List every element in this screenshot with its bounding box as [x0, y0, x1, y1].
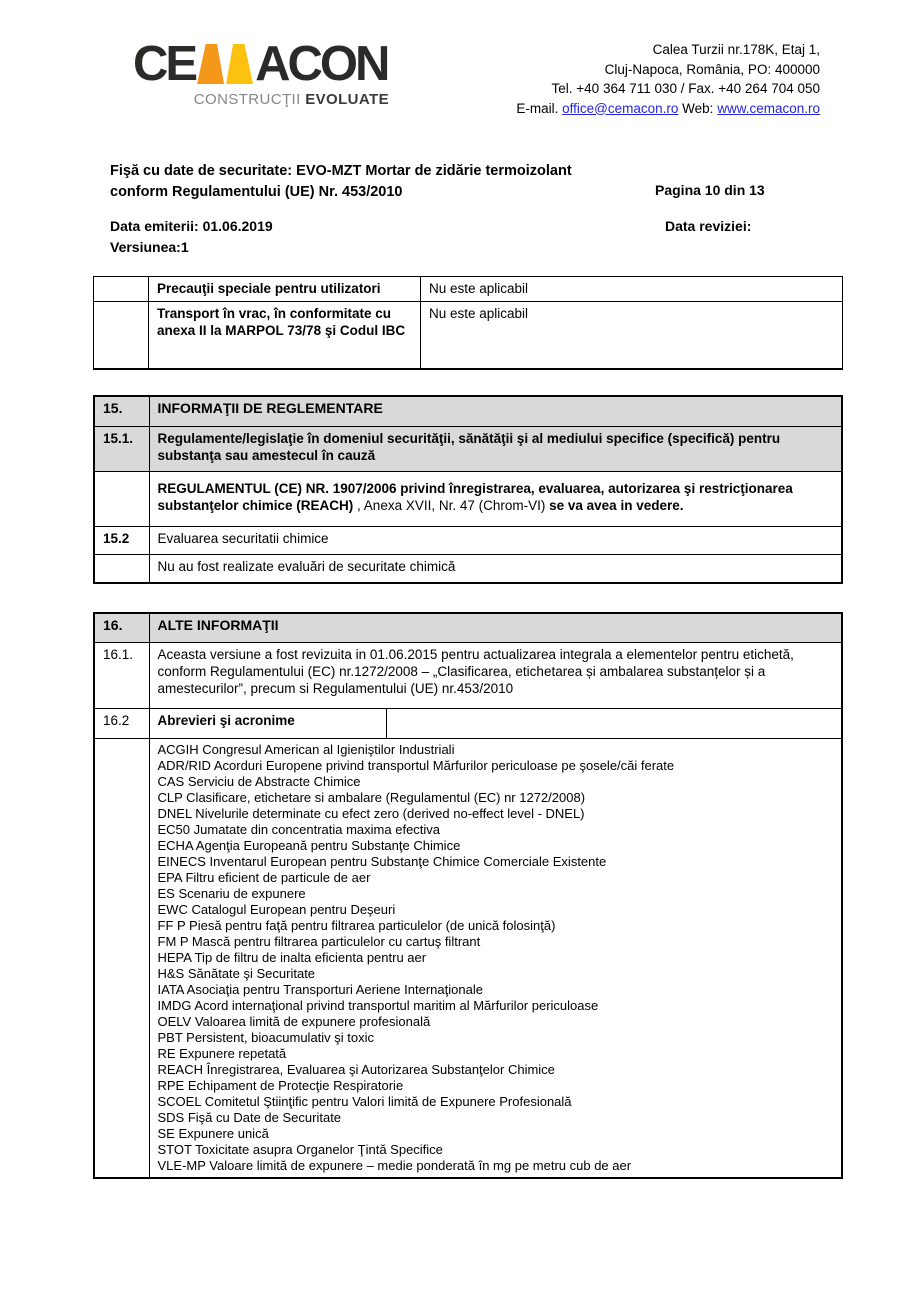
revision-note-text: Aceasta versiune a fost revizuita in 01.06.2015 pentru actualizarea integrala a elementelor pentru etichetă, conform Regulamentului (EC) nr.1272/2008 – „Clasificarea, etichetarea și ambalarea substanțelor și a amestecurilor”, precum si Regulamentului (UE) nr.453/2010	[149, 642, 842, 708]
abbreviations-label: Abrevieri şi acronime	[149, 708, 386, 738]
table-row	[94, 302, 843, 369]
logo-m-icon	[197, 44, 253, 84]
subsection-15-1-row	[94, 426, 842, 471]
logo-m-left-peak-icon	[197, 44, 224, 84]
subsection-title: Regulamente/legislaţie în domeniul securităţii, sănătăţii şi al mediului specifice (specifică) pentru substanţa sau amestecul în cauză	[149, 426, 842, 471]
subsection-title: Evaluarea securitatii chimice	[149, 526, 842, 554]
transport-row-value: Nu este aplicabil	[421, 302, 843, 369]
abbreviation-item: REACH Înregistrarea, Evaluarea şi Autorizarea Substanţelor Chimice	[157, 1061, 555, 1077]
abbreviation-item: SCOEL Comitetul Ştiinţific pentru Valori limită de Expunere Profesională	[157, 1093, 572, 1109]
abbreviation-item: EPA Filtru eficient de particule de aer	[157, 869, 371, 885]
table-row	[94, 277, 843, 302]
subsection-15-2-row	[94, 526, 842, 554]
abbreviation-item: STOT Toxicitate asupra Organelor Ţintă Specifice	[157, 1141, 443, 1157]
abbreviation-item: RE Expunere repetată	[157, 1045, 287, 1061]
abbreviation-item: FM P Mască pentru filtrarea particulelor cu cartuş filtrant	[157, 933, 481, 949]
regulation-text-bold: REGULAMENTUL (CE) NR. 1907/2006 privind înregistrarea, evaluarea, autorizarea şi restricţionarea substanţelor chimice (REACH)	[157, 480, 793, 513]
regulation-text-bold2: se va avea in vedere.	[549, 497, 684, 513]
transport-table	[93, 276, 843, 370]
abbreviation-item: ACGIH Congresul American al Igieniştilor Industriali	[157, 741, 455, 757]
abbreviation-item: IATA Asociaţia pentru Transporturi Aeriene Internaţionale	[157, 981, 483, 997]
section-16-table	[93, 612, 843, 1179]
empty-cell	[386, 708, 842, 738]
abbreviation-item: CLP Clasificare, etichetare si ambalare (Regulamentul (EC) nr 1272/2008)	[157, 789, 586, 805]
abbreviation-item: FF P Piesă pentru faţă pentru filtrarea particulelor (de unică folosinţă)	[157, 917, 556, 933]
section-number: 15.	[94, 396, 149, 426]
abbreviation-item: ADR/RID Acorduri Europene privind transportul Mărfurilor periculoase pe şosele/căi ferate	[157, 757, 675, 773]
logo-wordmark	[133, 37, 389, 91]
abbreviation-item: ES Scenariu de expunere	[157, 885, 306, 901]
abbreviation-item: SE Expunere unică	[157, 1125, 269, 1141]
abbreviation-item: VLE-MP Valoare limită de expunere – medie ponderată în mg pe metru cub de aer	[157, 1157, 632, 1173]
abbreviation-item: CAS Serviciu de Abstracte Chimice	[157, 773, 361, 789]
abbreviation-item: EC50 Jumatate din concentratia maxima efectiva	[157, 821, 441, 837]
version-label: Versiunea:1	[110, 239, 189, 255]
section-number: 16.	[94, 613, 149, 642]
abbreviation-item: H&S Sănătate şi Securitate	[157, 965, 316, 981]
abbreviation-item: OELV Valoarea limită de expunere profesională	[157, 1013, 431, 1029]
section-16-header-row	[94, 613, 842, 642]
regulation-row	[94, 471, 842, 526]
section-title: INFORMAŢII DE REGLEMENTARE	[149, 396, 842, 426]
subsection-number: 15.2	[94, 526, 149, 554]
logo-text-acon: ACON	[255, 37, 388, 91]
section-15-header-row	[94, 396, 842, 426]
chemical-safety-note: Nu au fost realizate evaluări de securitate chimică	[149, 554, 842, 583]
document-title	[110, 161, 670, 203]
abbreviation-item: SDS Fişă cu Date de Securitate	[157, 1109, 342, 1125]
empty-num-cell	[94, 471, 149, 526]
company-logo	[133, 37, 389, 108]
abbreviation-item: IMDG Acord internaţional privind transportul maritim al Mărfurilor periculoase	[157, 997, 599, 1013]
regulation-text-normal: , Anexa XVII, Nr. 47 (Chrom-VI)	[353, 497, 550, 513]
contact-phone-fax: Tel. +40 364 711 030 / Fax. +40 264 704 050	[551, 81, 820, 96]
contact-block	[516, 40, 820, 118]
contact-address-line2: Cluj-Napoca, România, PO: 400000	[604, 61, 820, 77]
empty-num-cell	[94, 554, 149, 583]
abbreviation-item: PBT Persistent, bioacumulativ şi toxic	[157, 1029, 375, 1045]
issue-date: Data emiterii: 01.06.2019	[110, 218, 273, 234]
subsection-16-1-row	[94, 642, 842, 708]
empty-num-cell	[94, 738, 149, 1178]
subsection-16-2-row	[94, 708, 842, 738]
subsection-number: 16.2	[94, 708, 149, 738]
regulation-text	[149, 471, 842, 526]
abbreviation-item: ECHA Agenţia Europeană pentru Substanţe Chimice	[157, 837, 461, 853]
revision-date-label: Data reviziei:	[665, 218, 752, 234]
abbreviation-item: EINECS Inventarul European pentru Substanţe Chimice Comerciale Existente	[157, 853, 607, 869]
transport-row-label: Transport în vrac, în conformitate cu anexa II la MARPOL 73/78 şi Codul IBC	[149, 302, 421, 369]
subsection-number: 15.1.	[94, 426, 149, 471]
email-label: E-mail.	[516, 100, 563, 116]
empty-num-cell	[94, 302, 149, 369]
abbreviations-list	[149, 738, 842, 1178]
transport-row-value: Nu este aplicabil	[421, 277, 843, 302]
document-title-line1: Fişă cu date de securitate: EVO-MZT Mortar de zidărie termoizolant	[110, 163, 572, 179]
logo-text-ce: CE	[133, 37, 196, 91]
abbreviation-item: HEPA Tip de filtru de inalta eficienta pentru aer	[157, 949, 427, 965]
transport-row-label: Precauţii speciale pentru utilizatori	[149, 277, 421, 302]
web-link[interactable]: www.cemacon.ro	[717, 100, 820, 116]
logo-m-right-peak-icon	[226, 44, 253, 84]
tagline-evoluate: EVOLUATE	[300, 91, 389, 108]
email-link[interactable]: office@cemacon.ro	[562, 100, 679, 116]
logo-tagline	[133, 91, 389, 108]
tagline-constructii: CONSTRUCŢII	[193, 91, 301, 108]
abbreviations-row	[94, 738, 842, 1178]
empty-num-cell	[94, 277, 149, 302]
section-15-table	[93, 395, 843, 584]
abbreviation-item: EWC Catalogul European pentru Deşeuri	[157, 901, 396, 917]
page-number: Pagina 10 din 13	[655, 182, 765, 198]
web-label: Web:	[678, 100, 718, 116]
chemical-safety-note-row	[94, 554, 842, 583]
subsection-number: 16.1.	[94, 642, 149, 708]
section-title: ALTE INFORMAŢII	[149, 613, 842, 642]
document-title-line2: conform Regulamentului (UE) Nr. 453/2010	[110, 184, 403, 200]
contact-address-line1: Calea Turzii nr.178K, Etaj 1,	[652, 42, 820, 57]
contact-email-web-line	[516, 99, 820, 119]
abbreviation-item: DNEL Nivelurile determinate cu efect zero (derived no-effect level - DNEL)	[157, 805, 585, 821]
abbreviation-item: RPE Echipament de Protecţie Respiratorie	[157, 1077, 404, 1093]
